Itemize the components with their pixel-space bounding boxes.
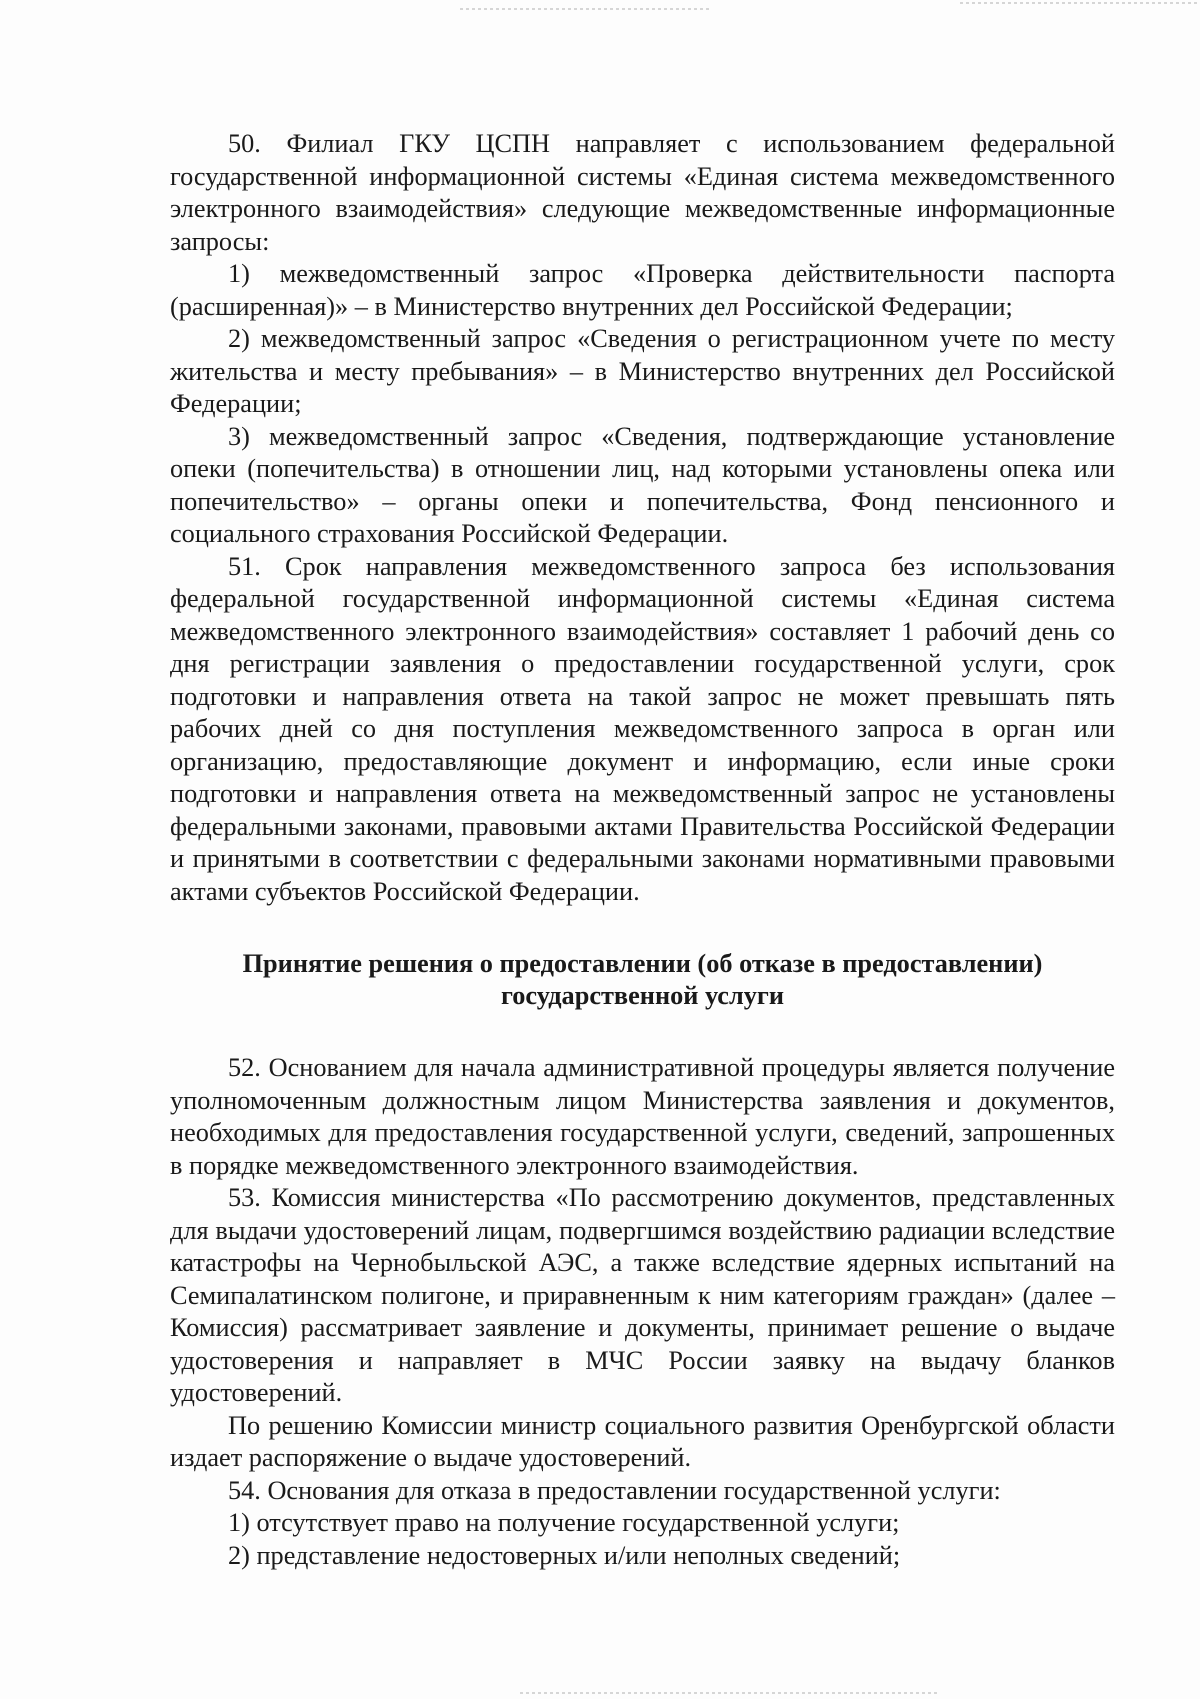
paragraph-50: 50. Филиал ГКУ ЦСПН направляет с использованием федеральной государственной информационной системы «Единая система межведомственного электронного взаимодействия» следующие межведомственные информационные запросы: (170, 129, 1115, 256)
paragraph-53: 53. Комиссия министерства «По рассмотрению документов, представленных для выдачи удостоверений лицам, подвергшимся воздействию радиации вследствие катастрофы на Чернобыльской АЭС, а также вследствие ядерных испытаний на Семипалатинском полигоне, и приравненным к ним категориям граждан» (далее – Комиссия) рассматривает заявление и документы, принимает решение о выдаче удостоверения и направляет в МЧС России заявку на выдачу бланков удостоверений. (170, 1183, 1115, 1407)
paragraph-54-item-1: 1) отсутствует право на получение государственной услуги; (228, 1508, 900, 1537)
paragraph-50-item-3: 3) межведомственный запрос «Сведения, подтверждающие установление опеки (попечительства) в отношении лиц, над которыми установлены опека или попечительство» – органы опеки и попечительства, Фонд пенсионного и социального страхования Российской Федерации. (170, 421, 1115, 548)
section-heading-line-2: государственной услуги (501, 981, 784, 1010)
paragraph-50-item-2: 2) межведомственный запрос «Сведения о регистрационном учете по месту жительства и месту пребывания» – в Министерство внутренних дел Российской Федерации; (170, 324, 1115, 418)
paragraph-53-decision: По решению Комиссии министр социального развития Оренбургской области издает распоряжение о выдаче удостоверений. (170, 1410, 1115, 1472)
scan-artifact-top-right (960, 2, 1200, 4)
section-heading (170, 948, 1115, 1012)
paragraph-50-item-1: 1) межведомственный запрос «Проверка действительности паспорта (расширенная)» – в Министерство внутренних дел Российской Федерации; (170, 259, 1115, 321)
document-body (170, 128, 1115, 1572)
paragraph-52: 52. Основанием для начала административной процедуры является получение уполномоченным должностным лицом Министерства заявления и документов, необходимых для предоставления государственной услуги, сведений, запрошенных в порядке межведомственного электронного взаимодействия. (170, 1053, 1115, 1180)
paragraph-51: 51. Срок направления межведомственного запроса без использования федеральной государственной информационной системы «Единая система межведомственного электронного взаимодействия» составляет 1 рабочий день со дня регистрации заявления о предоставлении государственной услуги, срок подготовки и направления ответа на такой запрос не может превышать пять рабочих дней со дня поступления межведомственного запроса в орган или организацию, предоставляющие документ и информацию, если иные сроки подготовки и направления ответа на межведомственный запрос не установлены федеральными законами, правовыми актами Правительства Российской Федерации и принятыми в соответствии с федеральными законами нормативными правовыми актами субъектов Российской Федерации. (170, 551, 1115, 906)
paragraph-54: 54. Основания для отказа в предоставлении государственной услуги: (228, 1475, 1001, 1505)
paragraph-54-item-2: 2) представление недостоверных и/или неполных сведений; (228, 1540, 901, 1570)
scan-artifact-top (460, 8, 710, 10)
section-heading-line-1: Принятие решения о предоставлении (об отказе в предоставлении) (242, 949, 1043, 978)
scan-artifact-bottom (520, 1692, 940, 1694)
